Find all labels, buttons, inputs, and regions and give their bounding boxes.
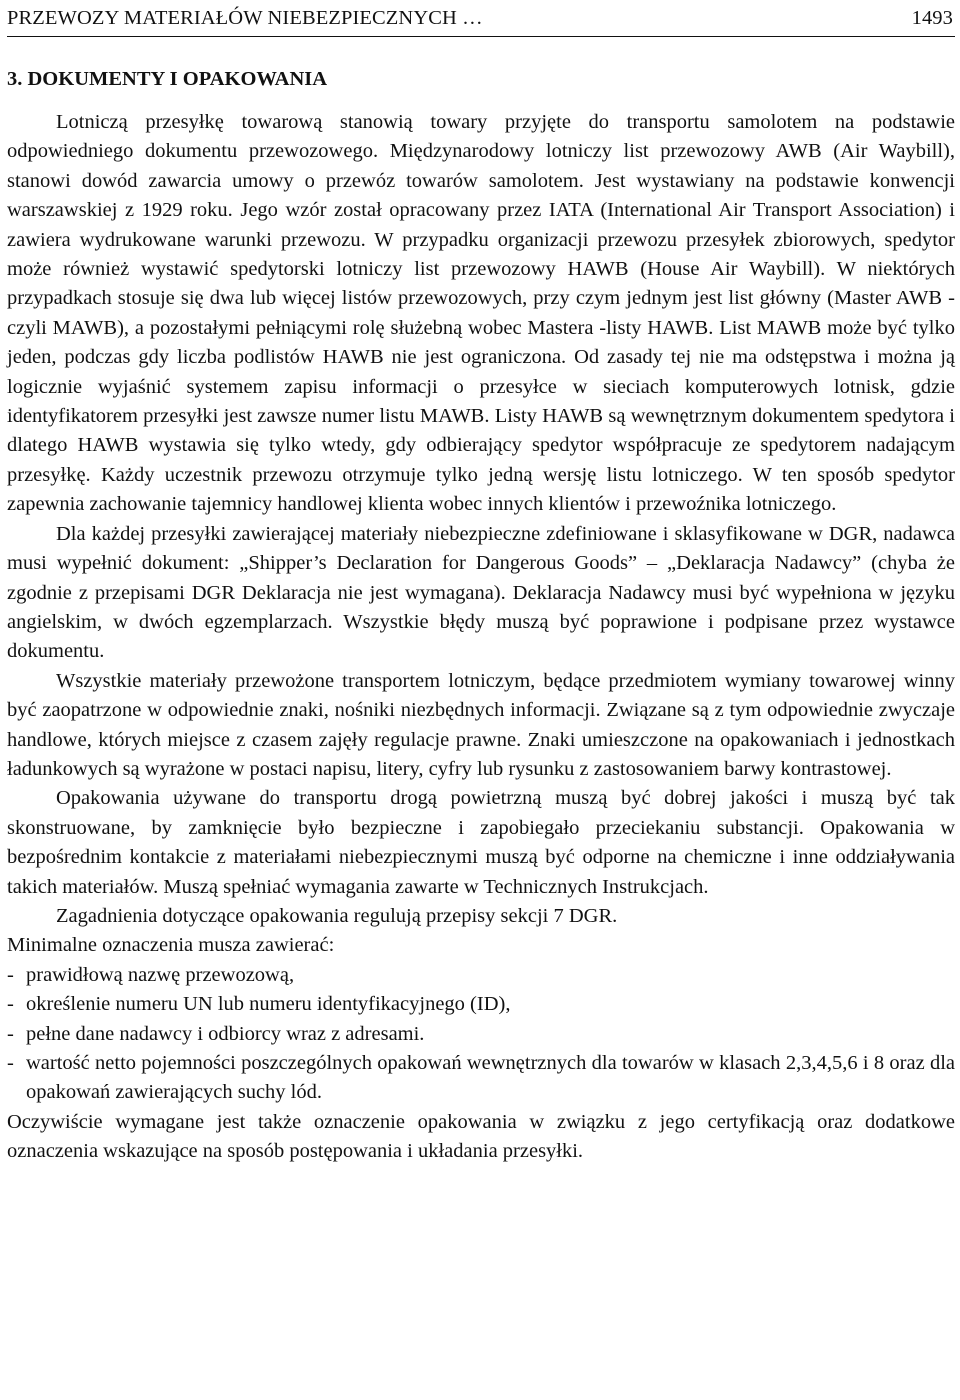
- paragraph-closing: Oczywiście wymagane jest także oznaczenie opakowania w związku z jego certyfikacją oraz dodatkowe oznaczenia wskazujące na sposób postępowania i układania przesyłki.: [7, 1110, 955, 1163]
- list-dash: -: [7, 963, 14, 986]
- list-item-text: prawidłową nazwę przewozową,: [26, 963, 295, 986]
- paragraph-packaging: Opakowania używane do transportu drogą powietrzną muszą być dobrej jakości i muszą być tak skonstruowane, by zamknięcie było bezpieczne i zapobiegało przeciekaniu substancji. Opakowania w bezpośrednim kontakcie z materiałami niebezpiecznymi muszą być odporne na chemiczne i inne oddziaływania takich materiałów. Muszą spełniać wymagania zawarte w Technicznych Instrukcjach.: [7, 787, 955, 898]
- section-heading: 3. DOKUMENTY I OPAKOWANIA: [7, 68, 328, 90]
- running-header: [7, 0, 955, 37]
- list-item: [7, 1049, 955, 1108]
- list-dash: -: [7, 1052, 14, 1074]
- markings-list: [7, 961, 955, 1108]
- list-item: [7, 961, 955, 990]
- list-item: [7, 990, 955, 1019]
- list-dash: -: [7, 993, 14, 1016]
- page-number: 1493: [911, 7, 953, 29]
- paragraph-dgr-section: Zagadnienia dotyczące opakowania regulują przepisy sekcji 7 DGR.: [56, 904, 618, 927]
- paragraph-markings: Wszystkie materiały przewożone transportem lotniczym, będące przedmiotem wymiany towarowej winny być zaopatrzone w odpowiednie znaki, nośniki niezbędnych informacji. Związane są z tym odpowiednie zwyczaje handlowe, których miejsce z czasem zajęły regulacje prawne. Znaki umieszczone na opakowaniach i jednostkach ładunkowych są wyrażone w postaci napisu, litery, cyfry lub rysunku z zastosowaniem barwy kontrastowej.: [7, 669, 955, 780]
- header-title: PRZEWOZY MATERIAŁÓW NIEBEZPIECZNYCH …: [7, 7, 483, 29]
- list-item-text: wartość netto pojemności poszczególnych opakowań wewnętrznych dla towarów w klasach 2,3,4,5,6 i 8 oraz dla opakowań zawierających suchy lód.: [26, 1052, 955, 1104]
- list-item-text: pełne dane nadawcy i odbiorcy wraz z adresami.: [26, 1022, 425, 1045]
- paragraph-shipper-declaration: Dla każdej przesyłki zawierającej materiały niebezpieczne zdefiniowane i sklasyfikowane w DGR, nadawca musi wypełnić dokument: „Shipper’s Declaration for Dangerous Goods” – „Deklaracja Nadawcy” (chyba że zgodnie z przepisami DGR Deklaracja nie jest wymagana). Deklaracja Nadawcy musi być wypełniona w języku angielskim, w dwóch egzemplarzach. Wszystkie błędy muszą być poprawione i podpisane przez wystawce dokumentu.: [7, 522, 955, 663]
- list-dash: -: [7, 1022, 14, 1045]
- paragraph-awb: Lotniczą przesyłkę towarową stanowią towary przyjęte do transportu samolotem na podstawie odpowiedniego dokumentu przewozowego. Międzynarodowy lotniczy list przewozowy AWB (Air Waybill), stanowi dowód zawarcia umowy o przewóz towarów samolotem. Jest wystawiany na podstawie konwencji warszawskiej z 1929 roku. Jego wzór został opracowany przez IATA (International Air Transport Association) i zawiera wydrukowane warunki przewozu. W przypadku organizacji przewozu przesyłek zbiorowych, spedytor może również wystawić spedytorski lotniczy list przewozowy HAWB (House Air Waybill). W niektórych przypadkach stosuje się dwa lub więcej listów przewozowych, przy czym jednym jest list główny (Master AWB - czyli MAWB), a pozostałymi pełniącymi rolę służebną wobec Mastera -listy HAWB. List MAWB może być tylko jeden, podczas gdy liczba podlistów HAWB nie jest ograniczona. Od zasady tej nie ma odstępstwa i można ją logicznie wyjaśnić systemem zapisu informacji o przesyłce w sieciach komputerowych lotnisk, gdzie identyfikatorem przesyłki jest zawsze numer listu MAWB. Listy HAWB są wewnętrznym dokumentem spedytora i dlatego HAWB wystawia się tylko wtedy, gdy odbierający spedytor współpracuje ze spedytorem nadającym przesyłkę. Każdy uczestnik przewozu otrzymuje tylko jedną wersję listu lotniczego. W ten sposób spedytor zapewnia zachowanie tajemnicy handlowej klienta wobec innych klientów i przewoźnika lotniczego.: [7, 111, 955, 516]
- list-item: [7, 1020, 955, 1049]
- list-item-text: określenie numeru UN lub numeru identyfikacyjnego (ID),: [26, 993, 511, 1016]
- markings-intro: Minimalne oznaczenia musza zawierać:: [7, 934, 335, 957]
